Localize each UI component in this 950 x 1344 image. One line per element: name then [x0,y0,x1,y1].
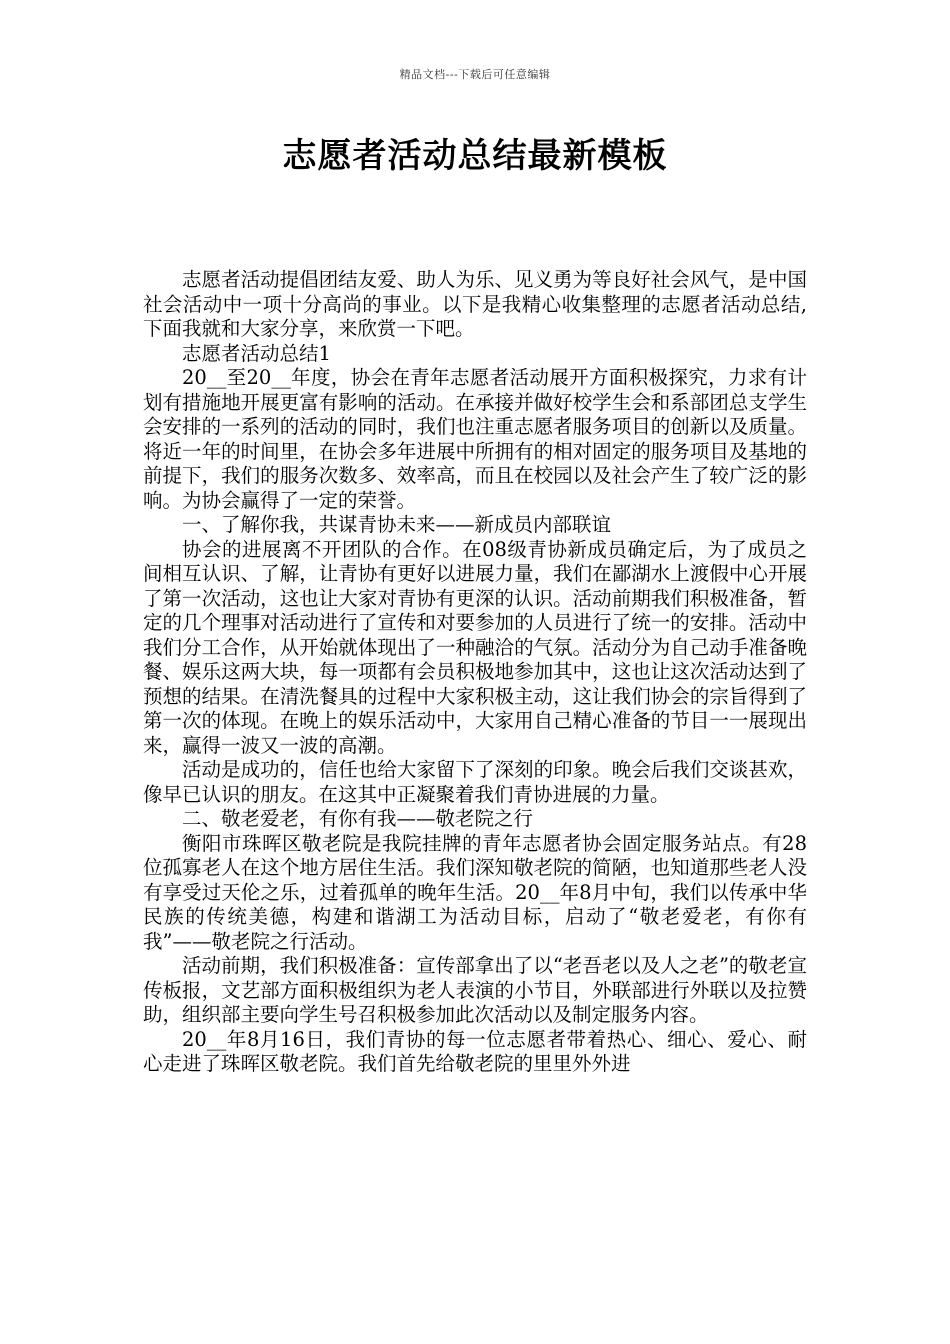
paragraph-visit: 20__年8月16日，我们青协的每一位志愿者带着热心、细心、爱心、耐心走进了珠晖区敬老院。我们首先给敬老院的里里外外进 [143,1027,807,1075]
paragraph-gathering-result: 活动是成功的，信任也给大家留下了深刻的印象。晚会后我们交谈甚欢，像早已认识的朋友。在这其中正凝聚着我们青协进展的力量。 [143,758,807,806]
paragraph-member-gathering: 协会的进展离不开团队的合作。在08级青协新成员确定后，为了成员之间相互认识、了解，让青协有更好以进展力量，我们在鄙湖水上渡假中心开展了第一次活动，这也让大家对青协有更深的认识。活动前期我们积极准备，暂定的几个理事对活动进行了宣传和对要参加的人员进行了统一的安排。活动中我们分工合作，从开始就体现出了一种融洽的气氛。活动分为自己动手准备晚餐、娱乐这两大块，每一项都有会员积极地参加其中，这也让这次活动达到了预想的结果。在清洗餐具的过程中大家积极主动，这让我们协会的宗旨得到了第一次的体现。在晚上的娱乐活动中，大家用自己精心准备的节目一一展现出来，赢得一波又一波的高潮。 [143,537,807,757]
section-heading-summary-1: 志愿者活动总结1 [182,341,331,365]
paragraph-intro: 志愿者活动提倡团结友爱、助人为乐、见义勇为等良好社会风气，是中国社会活动中一项十分高尚的事业。以下是我精心收集整理的志愿者活动总结,下面我就和大家分享，来欣赏一下吧。 [143,268,807,340]
page-header-note: 精品文档---下载后可任意编辑 [399,68,551,81]
document-title: 志愿者活动总结最新模板 [282,136,668,176]
paragraph-nursing-home-intro: 衡阳市珠晖区敬老院是我院挂牌的青年志愿者协会固定服务站点。有28位孤寡老人在这个地方居住生活。我们深知敬老院的简陋，也知道那些老人没有享受过天伦之乐，过着孤单的晚年生活。20__年8月中旬，我们以传承中华民族的传统美德，构建和谐湖工为活动目标，启动了“敬老爱老，有你有我”——敬老院之行活动。 [143,831,807,953]
document-body [143,268,807,1077]
section-heading-member-gathering: 一、了解你我，共谋青协未来——新成员内部联谊 [182,513,612,536]
paragraph-preparation: 活动前期，我们积极准备：宣传部拿出了以“老吾老以及人之老”的敬老宣传板报，文艺部方面积极组织为老人表演的小节目，外联部进行外联以及拉赞助，组织部主要向学生号召积极参加此次活动以及制定服务内容。 [143,954,807,1026]
paragraph-annual-overview: 20__至20__年度，协会在青年志愿者活动展开方面积极探究，力求有计划有措施地开展更富有影响的活动。在承接并做好校学生会和系部团总支学生会安排的一系列的活动的同时，我们也注重志愿者服务项目的创新以及质量。将近一年的时间里，在协会多年进展中所拥有的相对固定的服务项目及基地的前提下，我们的服务次数多、效率高，而且在校园以及社会产生了较广泛的影响。为协会赢得了一定的荣誉。 [143,366,807,512]
section-heading-nursing-home: 二、敬老爱老，有你有我——敬老院之行 [182,807,534,830]
